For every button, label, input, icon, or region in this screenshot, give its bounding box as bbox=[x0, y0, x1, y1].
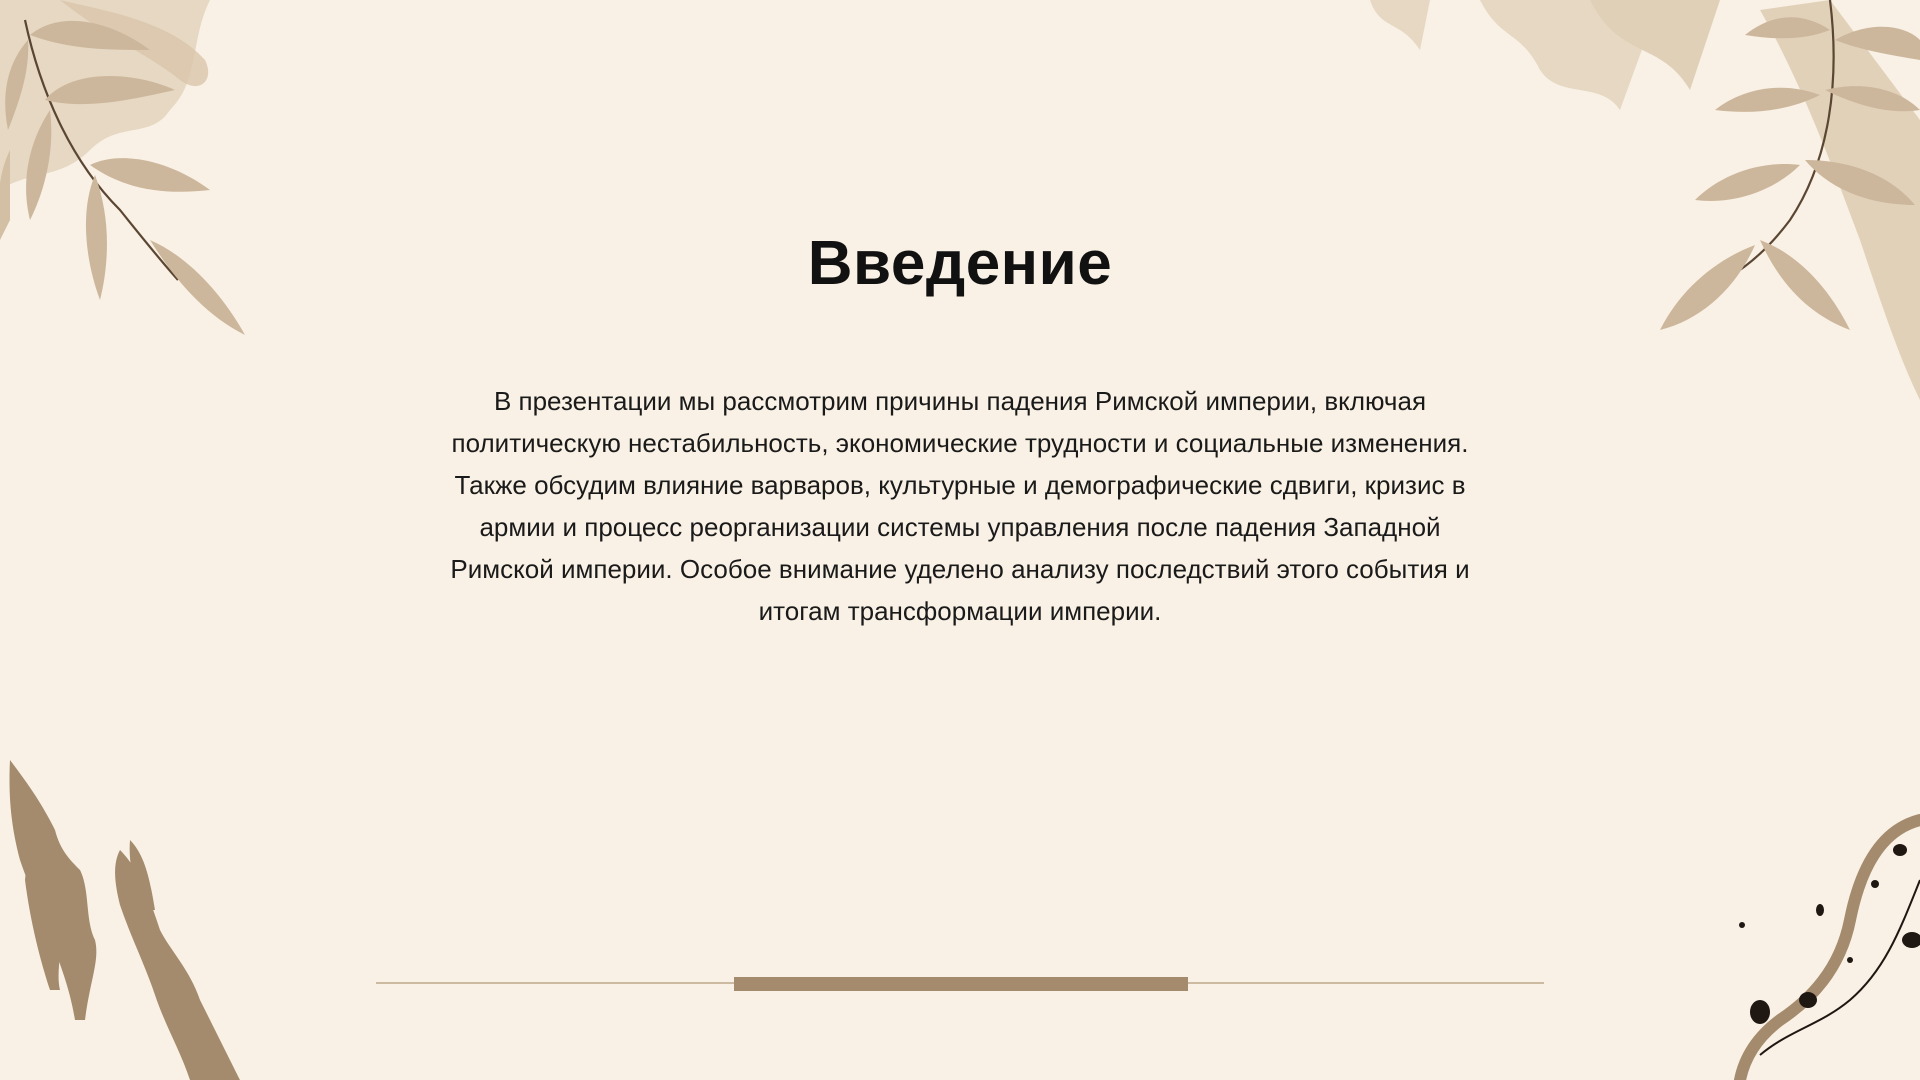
slide-title: Введение bbox=[807, 229, 1113, 298]
slide-body-text: В презентации мы рассмотрим причины падения Римской империи, включая политическую нестабильность, экономические трудности и социальные изменения. Также обсудим влияние варваров, культурные и демографические сдвиги, кризис в армии и процесс реорганизации системы управления после падения Западной Римской империи. Особое внимание уделено анализу последствий этого события и итогам трансформации империи. bbox=[450, 386, 1470, 626]
brush-stroke-bottom-left bbox=[0, 740, 300, 1080]
leaf-branch-top-right bbox=[1360, 0, 1920, 420]
swirl-bottom-right bbox=[1700, 800, 1920, 1080]
footer-accent-bar bbox=[734, 977, 1188, 991]
